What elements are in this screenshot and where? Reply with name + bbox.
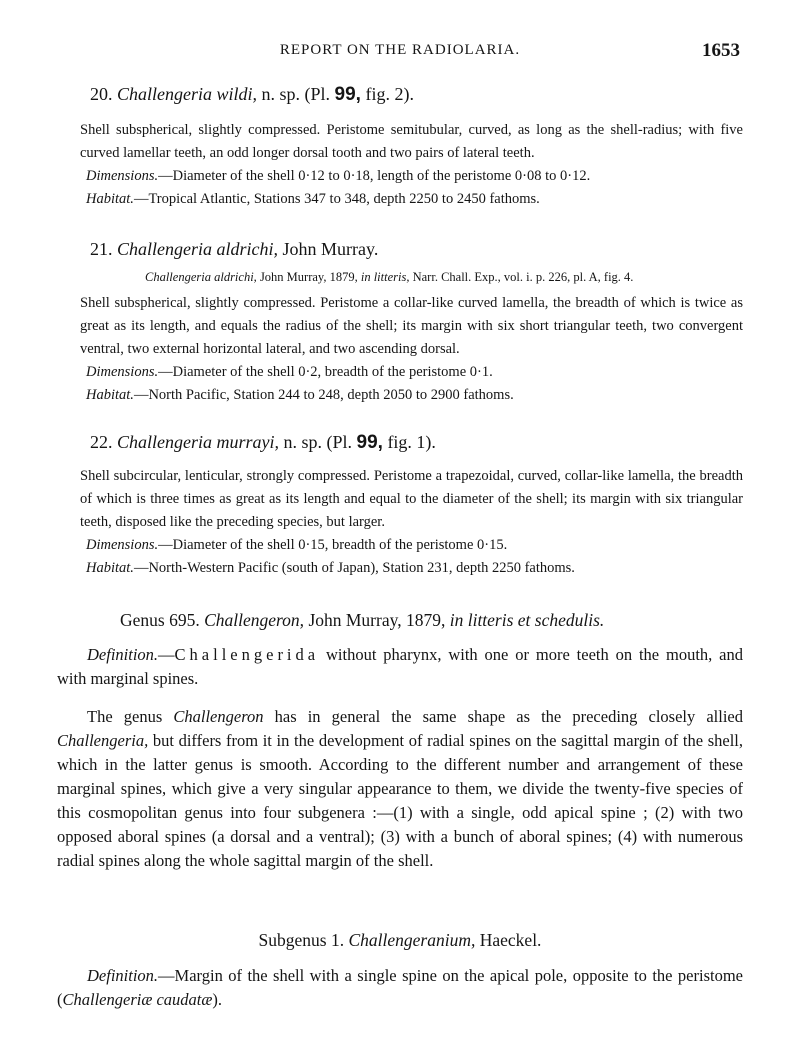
running-title: REPORT ON THE RADIOLARIA. (279, 42, 521, 58)
species-22-body (80, 465, 743, 580)
running-header (0, 40, 800, 64)
species-21-reference: Challengeria aldrichi, John Murray, 1879, in litteris, Narr. Chall. Exp., vol. i. p. 226, pl. A, fig. 4. (145, 270, 634, 284)
species-20-habitat: Habitat.—Tropical Atlantic, Stations 347 to 348, depth 2250 to 2450 fathoms. (86, 191, 540, 207)
species-21-body (80, 292, 743, 407)
species-21-dimensions: Dimensions.—Diameter of the shell 0·2, breadth of the peristome 0·1. (86, 364, 493, 380)
genus-name: Challengeron, (204, 610, 305, 630)
species-20-description: Shell subspherical, slightly compressed. Peristome semitubular, curved, as long as the shell-radius; with five curved lamellar teeth, an odd longer dorsal tooth and two pairs of lateral teeth. (80, 122, 743, 161)
species-20-title: 20. Challengeria wildi, n. sp. (Pl. 99, fig. 2). (90, 84, 414, 105)
plate-number: 99, (334, 84, 361, 105)
species-20-dimensions: Dimensions.—Diameter of the shell 0·12 to 0·18, length of the peristome 0·08 to 0·12. (86, 168, 591, 184)
species-21-habitat: Habitat.—North Pacific, Station 244 to 248, depth 2050 to 2900 fathoms. (86, 387, 514, 403)
plate-number: 99, (356, 432, 383, 453)
species-22-title: 22. Challengeria murrayi, n. sp. (Pl. 99, fig. 1). (90, 432, 436, 453)
subgenus-title: Subgenus 1. Challengeranium, Haeckel. (258, 930, 542, 950)
species-20-body (80, 119, 743, 211)
species-22-description: Shell subcircular, lenticular, strongly compressed. Peristome a trapezoidal, curved, collar-like lamella, the breadth of which is three times as great as its length and equal to the diameter of the shell; its margin with six triangular teeth, disposed like the preceding species, but larger. (80, 468, 743, 530)
genus-description: The genus Challengeron has in general the same shape as the preceding closely allied Challengeria, but differs from it in the development of radial spines on the sagittal margin of the shell, which in the latter genus is smooth. According to the different number and arrangement of these marginal spines, which give a very singular appearance to them, we divide the twenty-five species of this cosmopolitan genus into four subgenera :—(1) with a single, odd apical spine ; (2) with two opposed aboral spines (a dorsal and a ventral); (3) with a bunch of aboral spines; (4) with numerous radial spines along the whole sagittal margin of the shell. (57, 707, 744, 870)
species-21-title: 21. Challengeria aldrichi, John Murray. (90, 239, 379, 259)
genus-title: Genus 695. Challengeron, John Murray, 1879, in litteris et schedulis. (120, 610, 605, 630)
page-number: 1653 (702, 40, 740, 61)
species-20-name: Challengeria wildi, (117, 84, 258, 104)
subgenus-name: Challengeranium, (348, 930, 476, 950)
subgenus-definition: Definition.—Margin of the shell with a single spine on the apical pole, opposite to the peristome (Challengeriæ caudatæ). (57, 966, 743, 1009)
species-21-name: Challengeria aldrichi, (117, 239, 278, 259)
species-22-habitat: Habitat.—North-Western Pacific (south of Japan), Station 231, depth 2250 fathoms. (86, 560, 575, 576)
species-22-dimensions: Dimensions.—Diameter of the shell 0·15, breadth of the peristome 0·15. (86, 537, 508, 553)
genus-definition: Definition.—Challengerida without pharynx, with one or more teeth on the mouth, and with marginal spines. (57, 645, 744, 688)
species-21-description: Shell subspherical, slightly compressed. Peristome a collar-like curved lamella, the breadth of which is twice as great as its length, and equals the radius of the shell; its margin with six short triangular teeth, two convergent ventral, two external horizontal lateral, and two ascending dorsal. (80, 295, 743, 357)
species-22-name: Challengeria murrayi, (117, 432, 279, 452)
